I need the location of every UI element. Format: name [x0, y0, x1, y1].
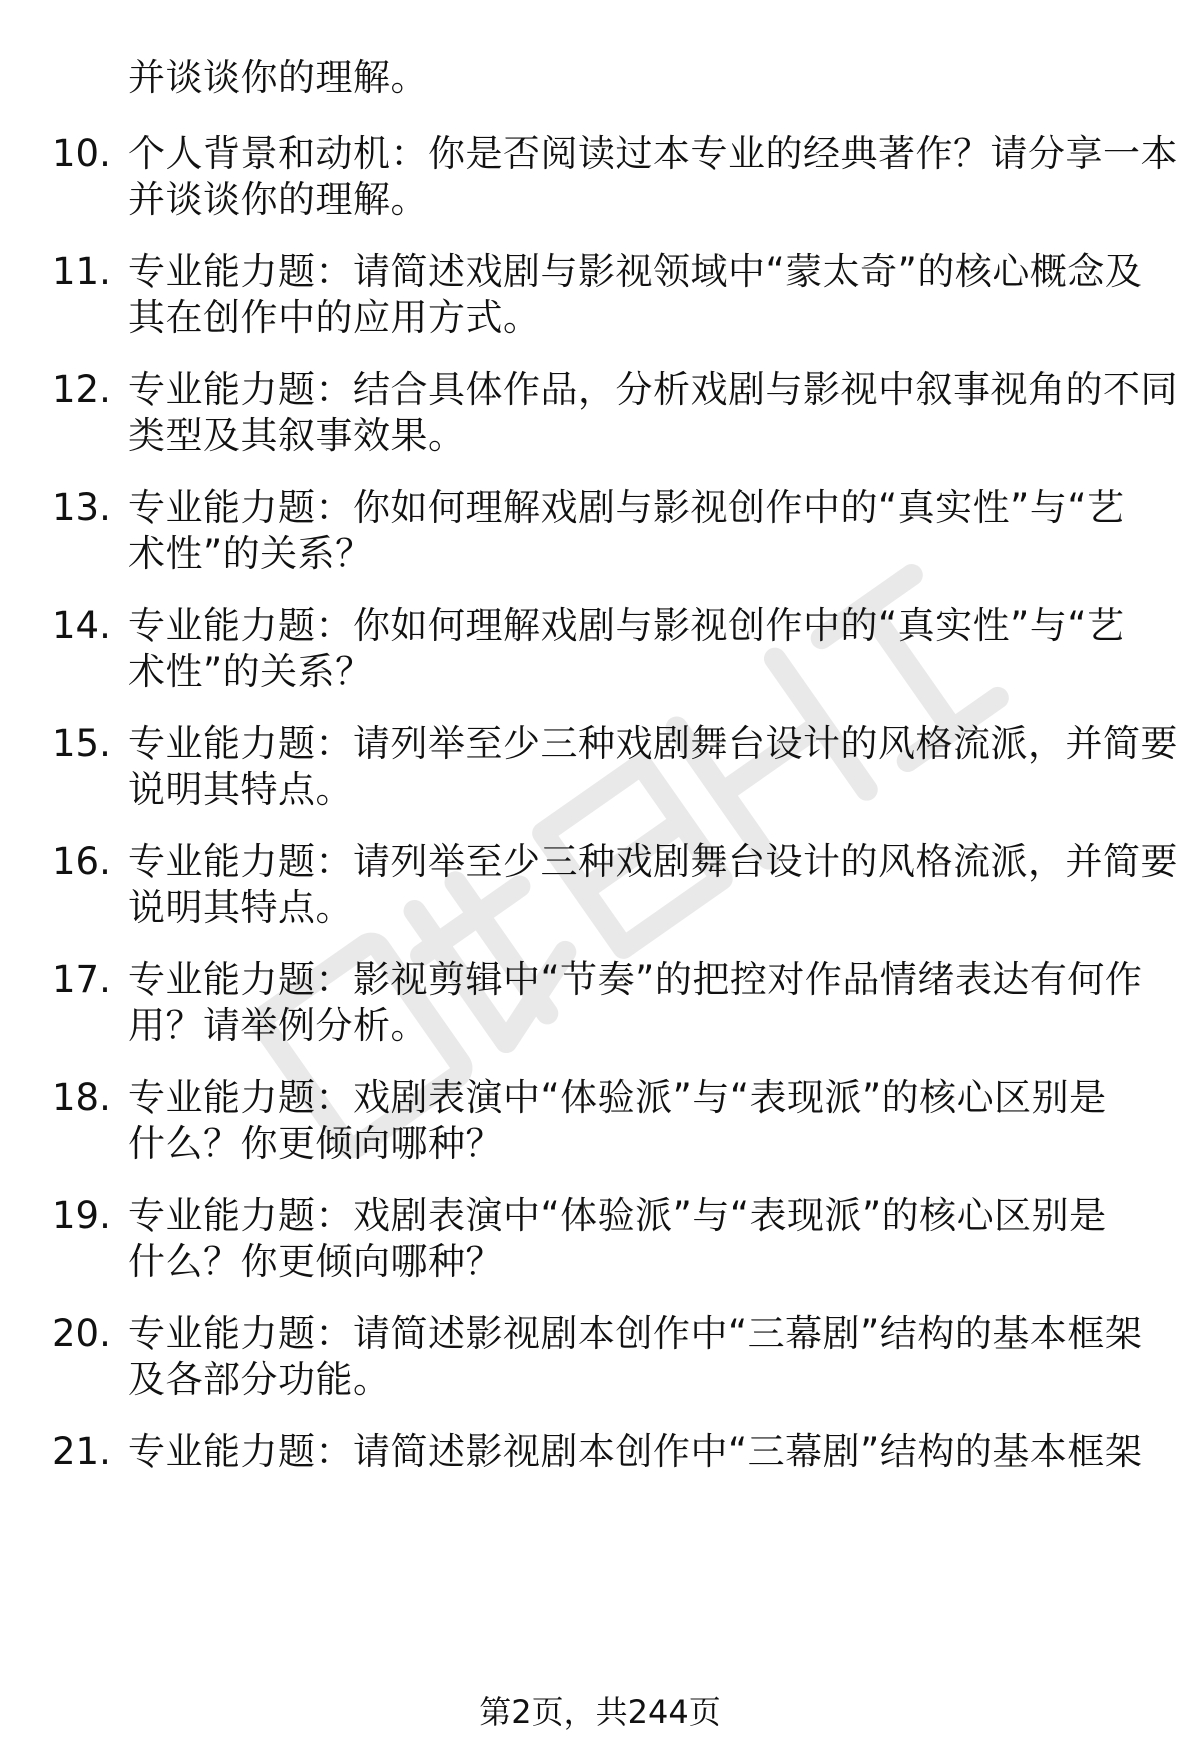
item-text-line: 及各部分功能。	[128, 1358, 391, 1401]
item-text-line: 专业能力题：请简述戏剧与影视领域中“蒙太奇”的核心概念及	[128, 250, 1143, 293]
item-text-line: 专业能力题：你如何理解戏剧与影视创作中的“真实性”与“艺	[128, 486, 1125, 529]
item-number: 11.	[52, 250, 111, 293]
item-number: 20.	[52, 1312, 111, 1355]
item-number: 16.	[52, 840, 111, 883]
item-text-line: 用？请举例分析。	[128, 1004, 428, 1047]
item-text-line: 专业能力题：戏剧表演中“体验派”与“表现派”的核心区别是	[128, 1076, 1107, 1119]
item-number: 21.	[52, 1430, 111, 1473]
item-number: 13.	[52, 486, 111, 529]
item-text-line: 其在创作中的应用方式。	[128, 296, 541, 339]
item-number: 14.	[52, 604, 111, 647]
item-text-line: 个人背景和动机：你是否阅读过本专业的经典著作？请分享一本	[128, 132, 1178, 175]
page-number-footer: 第2页，共244页	[479, 1693, 721, 1731]
item-text-line: 说明其特点。	[128, 768, 353, 811]
item-number: 10.	[52, 132, 111, 175]
item-text-line: 专业能力题：影视剪辑中“节奏”的把控对作品情绪表达有何作	[128, 958, 1143, 1001]
item-number: 17.	[52, 958, 111, 1001]
item-text-line: 并谈谈你的理解。	[128, 178, 428, 221]
item-text-line: 什么？你更倾向哪种？	[128, 1122, 503, 1165]
item-number: 15.	[52, 722, 111, 765]
item-text-line: 说明其特点。	[128, 886, 353, 929]
item-text-line: 专业能力题：请列举至少三种戏剧舞台设计的风格流派，并简要	[128, 722, 1178, 765]
continuation-line: 并谈谈你的理解。	[128, 56, 428, 99]
item-text-line: 专业能力题：请简述影视剧本创作中“三幕剧”结构的基本框架	[128, 1312, 1143, 1355]
item-text-line: 专业能力题：结合具体作品，分析戏剧与影视中叙事视角的不同	[128, 368, 1178, 411]
item-text-line: 什么？你更倾向哪种？	[128, 1240, 503, 1283]
item-text-line: 术性”的关系？	[128, 650, 373, 693]
item-text-line: 专业能力题：你如何理解戏剧与影视创作中的“真实性”与“艺	[128, 604, 1125, 647]
item-number: 12.	[52, 368, 111, 411]
item-text-line: 专业能力题：请列举至少三种戏剧舞台设计的风格流派，并简要	[128, 840, 1178, 883]
item-text-line: 专业能力题：请简述影视剧本创作中“三幕剧”结构的基本框架	[128, 1430, 1143, 1473]
item-text-line: 类型及其叙事效果。	[128, 414, 466, 457]
item-number: 19.	[52, 1194, 111, 1237]
item-number: 18.	[52, 1076, 111, 1119]
item-text-line: 专业能力题：戏剧表演中“体验派”与“表现派”的核心区别是	[128, 1194, 1107, 1237]
item-text-line: 术性”的关系？	[128, 532, 373, 575]
